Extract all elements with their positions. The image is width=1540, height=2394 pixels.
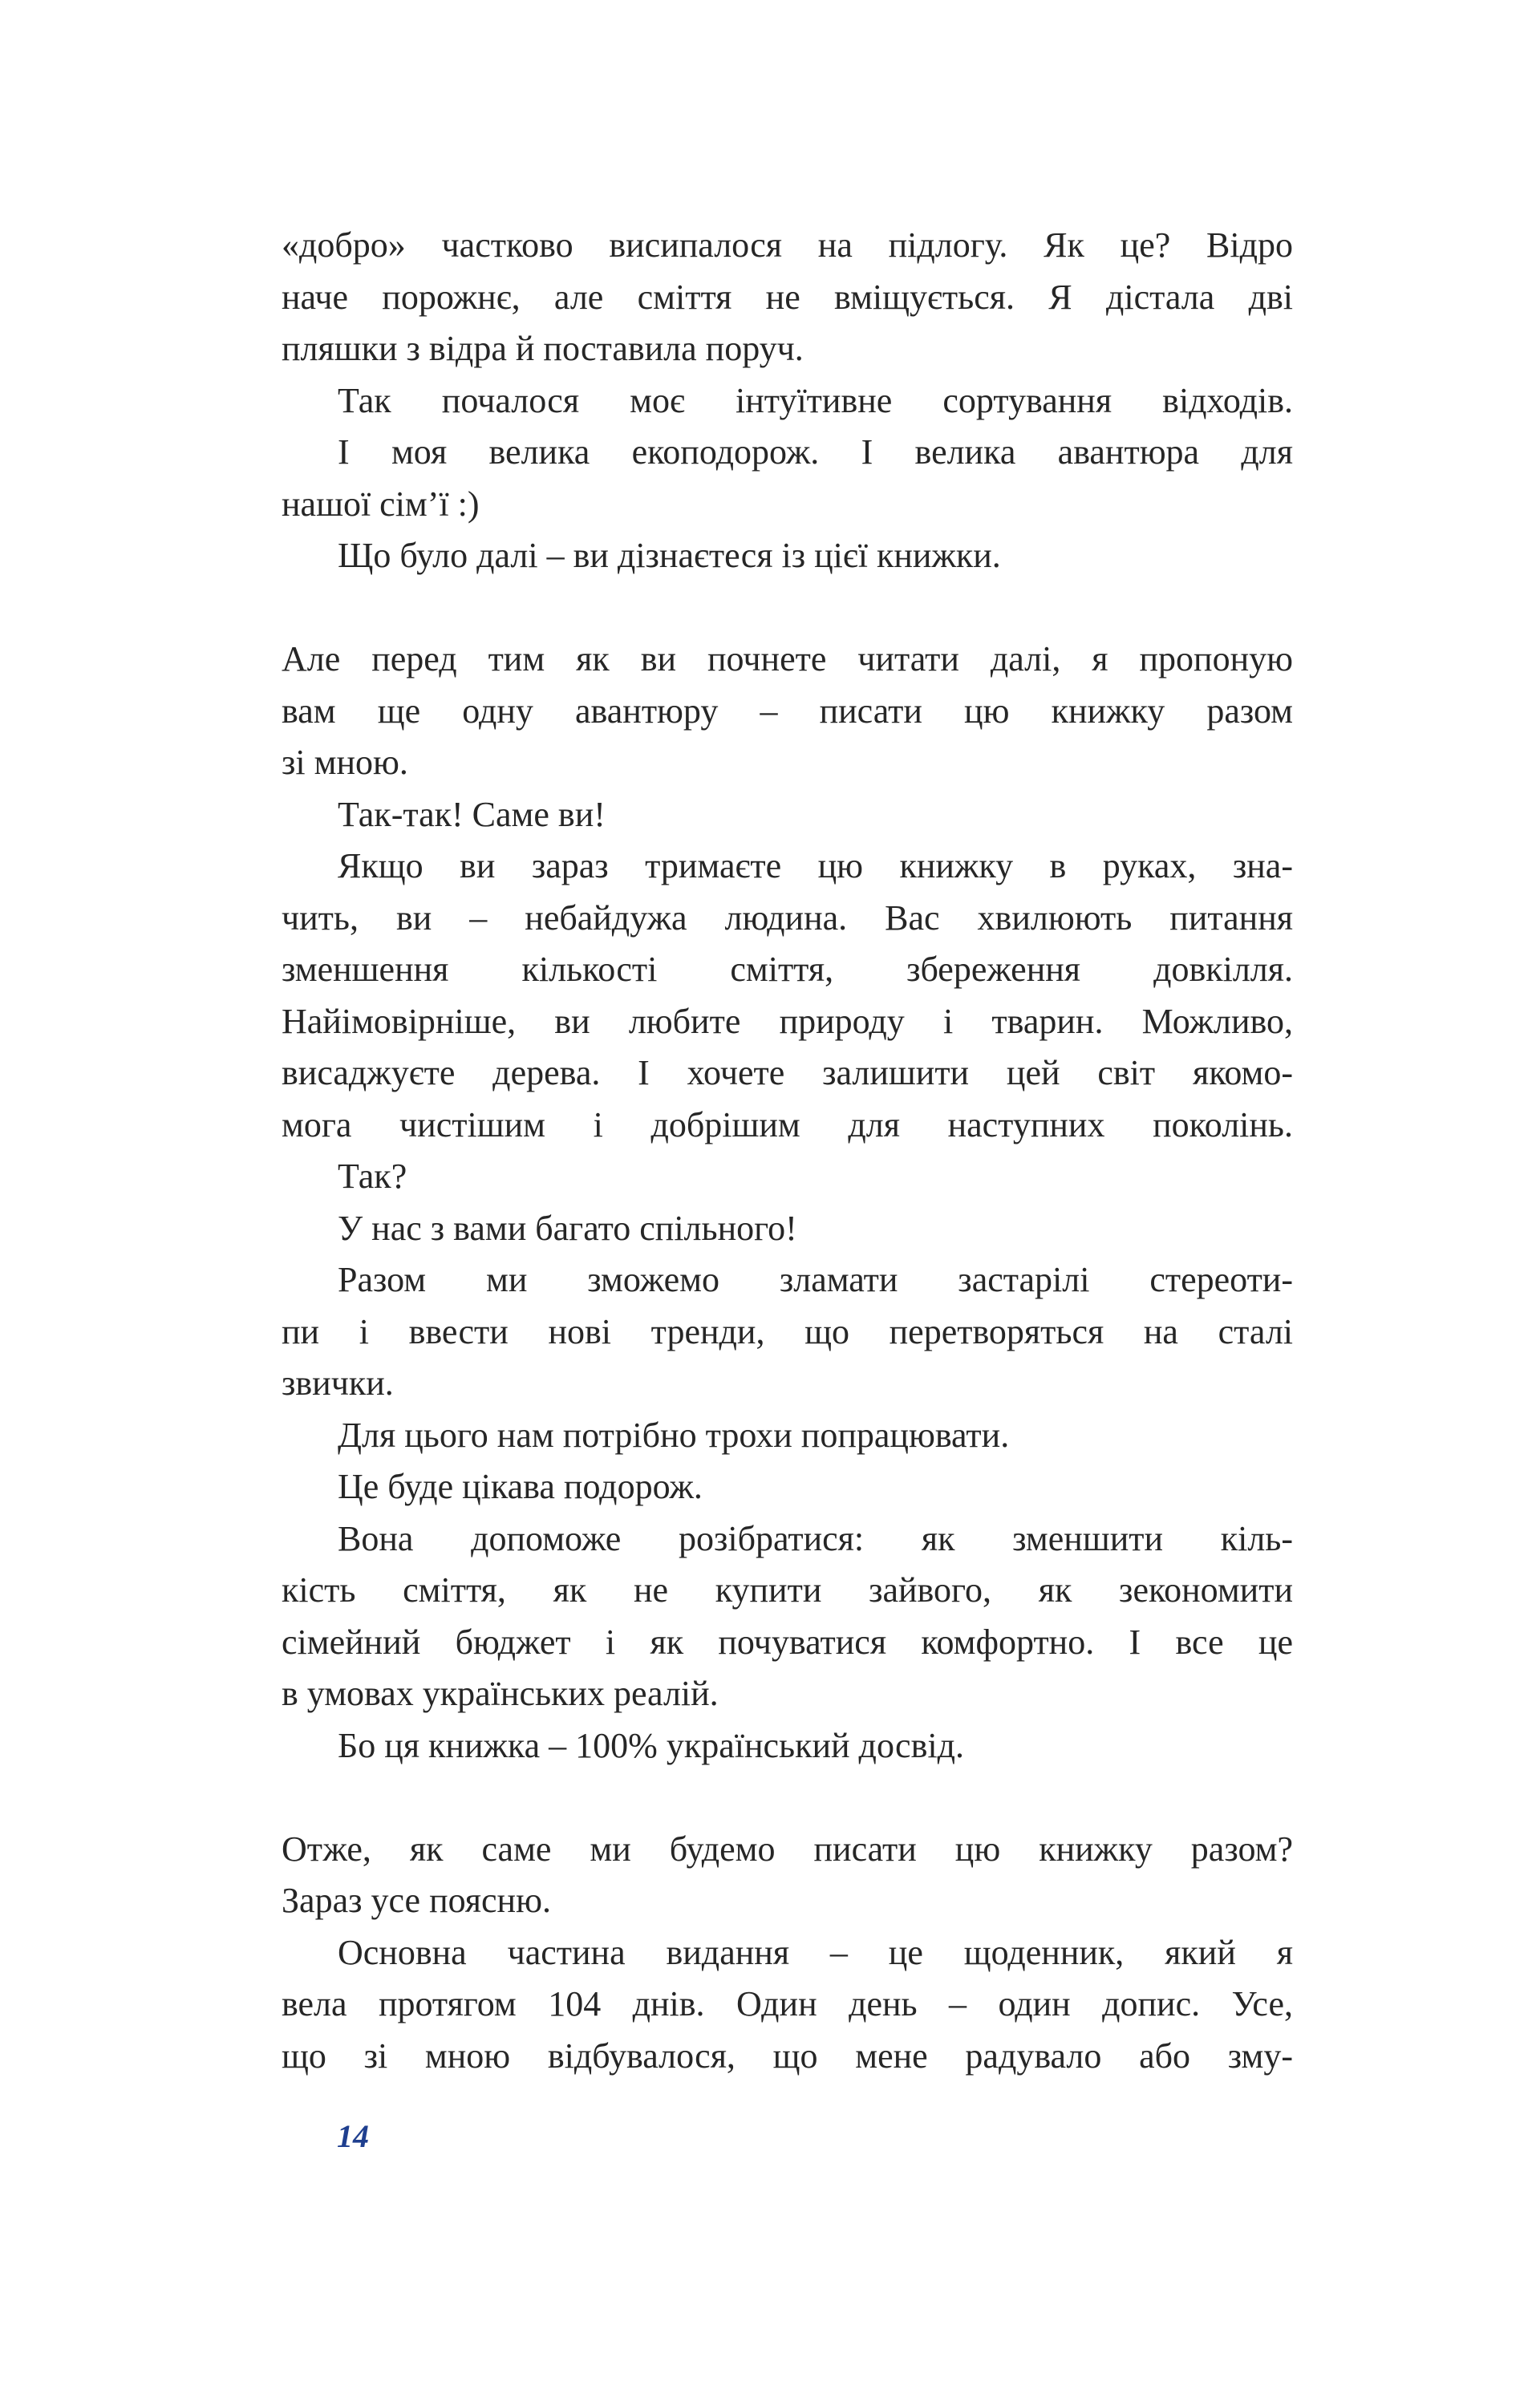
text-line: Вона допоможе розібратися: як зменшити кіль- (338, 1518, 1293, 1558)
text-line: пляшки з відра й поставила поруч. (282, 329, 804, 368)
text-line: сімейний бюджет і як почуватися комфортно. І все це (282, 1622, 1293, 1662)
text-line: вам ще одну авантюру – писати цю книжку разом (282, 691, 1293, 731)
text-line: наче порожнє, але сміття не вміщується. Я дістала дві (282, 277, 1293, 317)
text-line: в умовах українських реалій. (282, 1674, 719, 1713)
text-line: що зі мною відбувалося, що мене радувало або зму- (282, 2036, 1293, 2076)
text-line: зменшення кількості сміття, збереження довкілля. (282, 950, 1293, 989)
text-line: Разом ми зможемо зламати застарілі стереоти- (338, 1260, 1293, 1299)
text-line: вела протягом 104 днів. Один день – один допис. Усе, (282, 1984, 1293, 2023)
page-number: 14 (337, 2118, 369, 2154)
text-line: Якщо ви зараз тримаєте цю книжку в руках, зна- (338, 846, 1293, 885)
text-line: Бо ця книжка – 100% український досвід. (338, 1725, 964, 1765)
blank-line (282, 1772, 1293, 1824)
text-line: У нас з вами багато спільного! (338, 1208, 797, 1248)
text-line: висаджуєте дерева. І хочете залишити цей світ якомо- (282, 1053, 1293, 1092)
text-line: Це буде цікава подорож. (338, 1467, 703, 1506)
text-line: Основна частина видання – це щоденник, який я (338, 1932, 1293, 1972)
text-line: І моя велика екоподорож. І велика авантюра для (338, 432, 1293, 472)
text-line: Найімовірніше, ви любите природу і тварин. Можливо, (282, 1001, 1293, 1041)
text-line: Але перед тим як ви почнете читати далі, я пропоную (282, 639, 1293, 679)
body-text (282, 220, 1293, 2082)
text-line: Отже, як саме ми будемо писати цю книжку разом? (282, 1829, 1293, 1869)
text-line: звички. (282, 1363, 394, 1403)
text-line: зі мною. (282, 743, 408, 782)
text-line: мога чистішим і добрішим для наступних поколінь. (282, 1104, 1293, 1144)
text-line: кість сміття, як не купити зайвого, як зекономити (282, 1570, 1293, 1610)
text-line: Для цього нам потрібно трохи попрацювати. (338, 1415, 1010, 1455)
text-line: Зараз усе поясню. (282, 1881, 551, 1920)
text-line: Так почалося моє інтуїтивне сортування відходів. (338, 380, 1293, 420)
text-line: чить, ви – небайдужа людина. Вас хвилюють питання (282, 897, 1293, 938)
text-line: «добро» частково висипалося на підлогу. Як це? Відро (282, 225, 1293, 265)
blank-line (282, 582, 1293, 634)
text-line: Що було далі – ви дізнаєтеся із цієї книжки. (338, 536, 1001, 575)
text-line: пи і ввести нові тренди, що перетворяться на сталі (282, 1311, 1293, 1351)
text-line: Так? (338, 1156, 407, 1196)
text-line: нашої сім’ї :) (282, 484, 480, 524)
text-line: Так-так! Саме ви! (338, 794, 606, 834)
